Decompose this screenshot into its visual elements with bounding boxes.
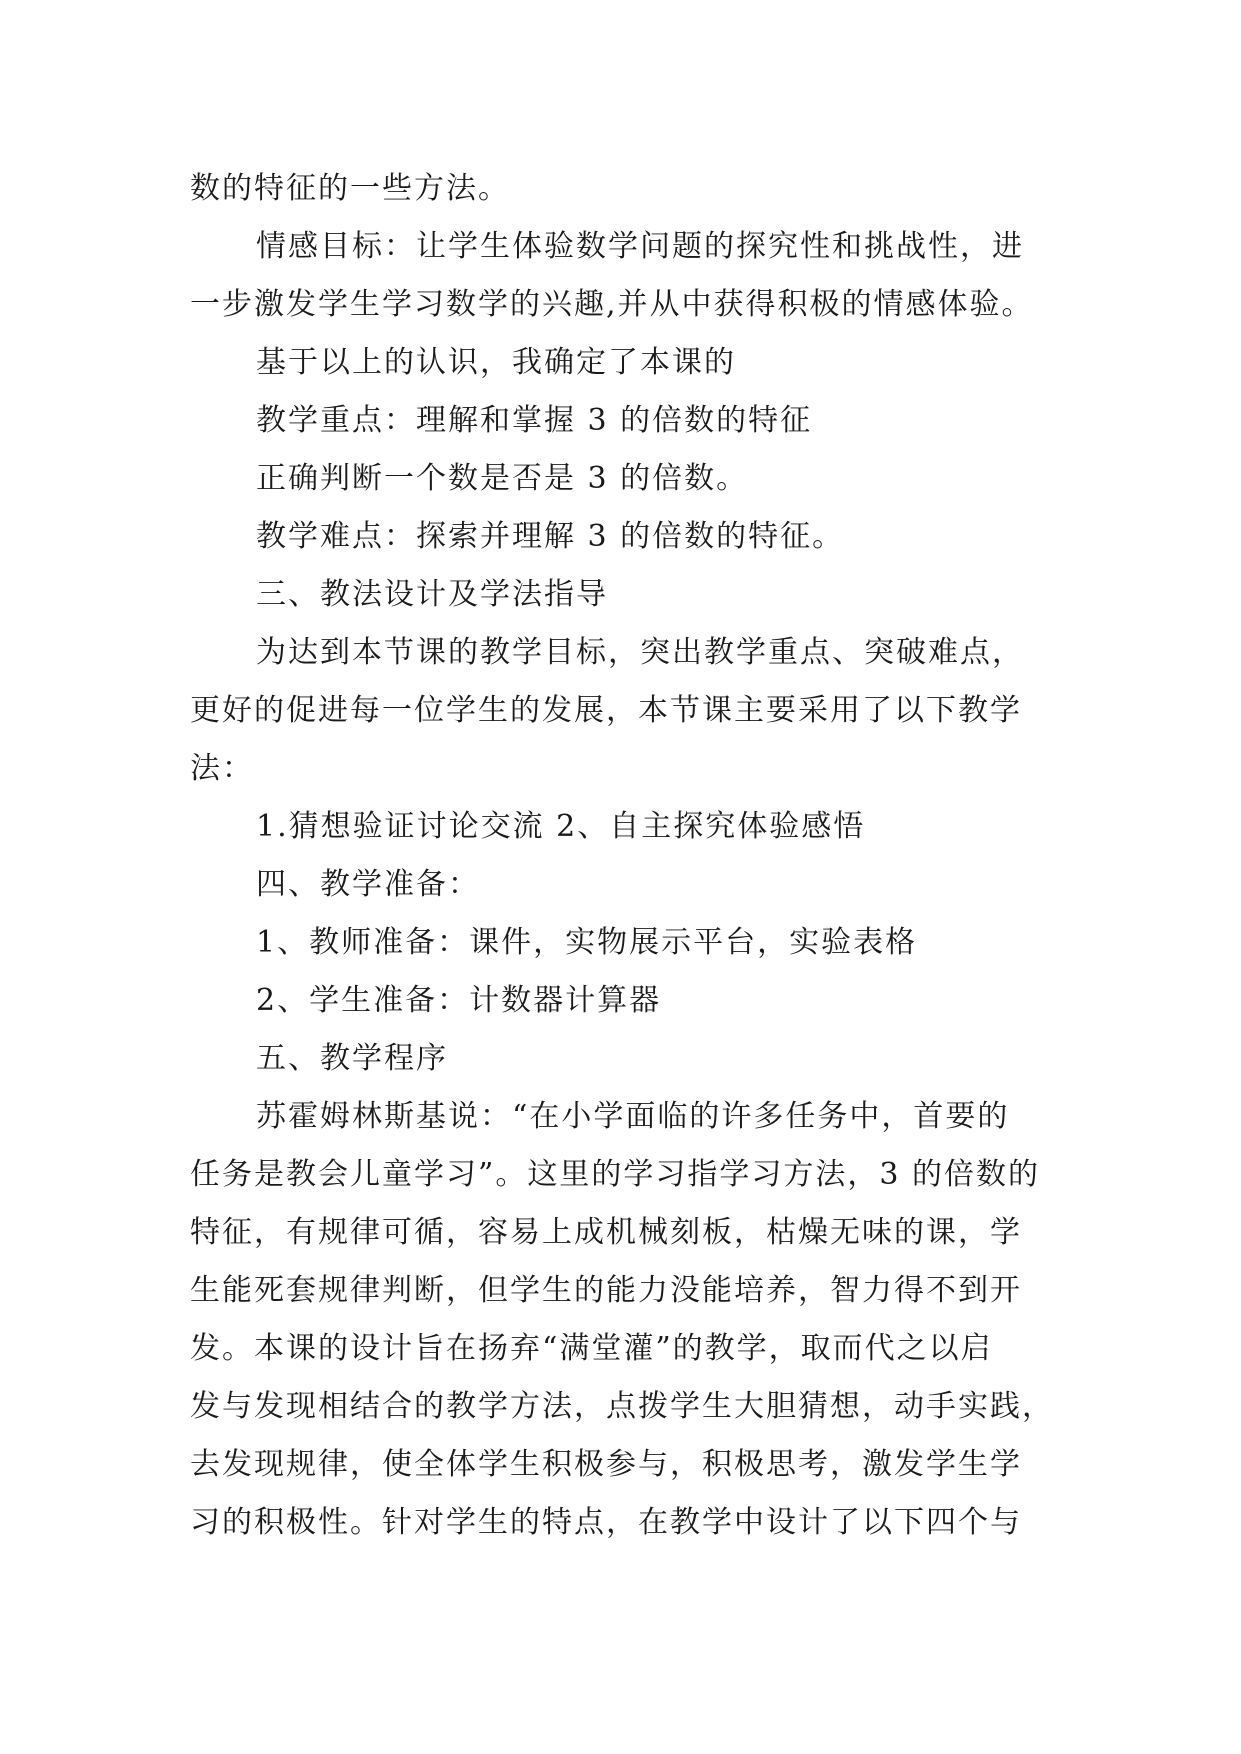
list-item: 1.猜想验证讨论交流 2、自主探究体验感悟	[256, 809, 866, 844]
text-line: 法：	[190, 751, 254, 786]
text-line: 教学重点：理解和掌握 3 的倍数的特征	[256, 403, 813, 438]
text-line: 习的积极性。针对学生的特点，在教学中设计了以下四个与	[190, 1505, 1022, 1540]
text-line: 基于以上的认识，我确定了本课的	[256, 345, 736, 380]
text-line: 更好的促进每一位学生的发展，本节课主要采用了以下教学	[190, 693, 1022, 728]
list-item: 2、学生准备：计数器计算器	[256, 983, 662, 1018]
text-line: 正确判断一个数是否是 3 的倍数。	[256, 461, 749, 496]
text-line: 数的特征的一些方法。	[190, 171, 510, 206]
text-line: 特征，有规律可循，容易上成机械刻板，枯燥无味的课，学	[190, 1215, 1022, 1250]
text-line: 一步激发学生学习数学的兴趣,并从中获得积极的情感体验。	[190, 287, 1034, 322]
text-line: 生能死套规律判断，但学生的能力没能培养，智力得不到开	[190, 1273, 1022, 1308]
text-line: 去发现规律，使全体学生积极参与，积极思考，激发学生学	[190, 1447, 1022, 1482]
text-line: 发与发现相结合的教学方法，点拨学生大胆猜想，动手实践，	[190, 1389, 1054, 1424]
list-item: 1、教师准备：课件，实物展示平台，实验表格	[256, 925, 918, 960]
section-heading: 四、教学准备：	[256, 867, 480, 902]
text-line: 发。本课的设计旨在扬弃“满堂灌”的教学，取而代之以启	[190, 1331, 993, 1366]
text-line: 教学难点：探索并理解 3 的倍数的特征。	[256, 519, 845, 554]
section-heading: 五、教学程序	[256, 1041, 448, 1076]
text-line: 为达到本节课的教学目标，突出教学重点、突破难点，	[256, 635, 1024, 670]
section-heading: 三、教法设计及学法指导	[256, 577, 608, 612]
text-line: 情感目标：让学生体验数学问题的探究性和挑战性，进	[256, 229, 1024, 264]
document-body	[190, 160, 1090, 1552]
text-line: 苏霍姆林斯基说：“在小学面临的许多任务中，首要的	[256, 1099, 1010, 1134]
text-line: 任务是教会儿童学习”。这里的学习指学习方法，3 的倍数的	[190, 1157, 1040, 1192]
